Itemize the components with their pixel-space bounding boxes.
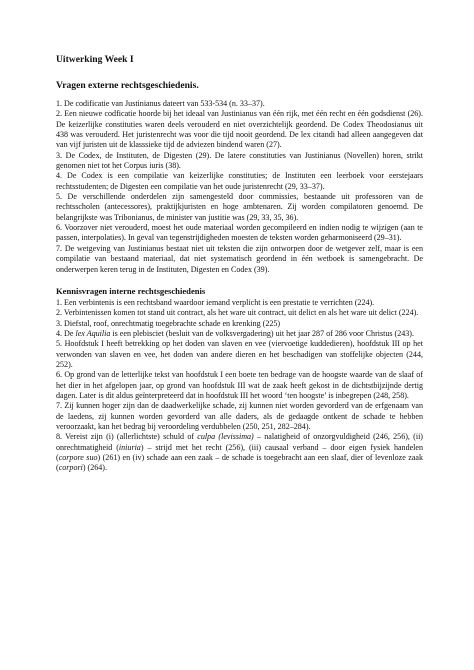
text-run: 1. De codificatie van Justinianus dateert van 533-534 (n. 33–37).: [56, 99, 265, 108]
text-run: 2. Een nieuwe codficatie hoorde bij het ideaal van Justinianus van één rijk, met één recht en één godsdienst (26). De keizerlijke constituties waren deels verouderd en niet overzichtelijk geordend. De Codex Theodosianus uit 438 was verouderd. Het juristenrecht was voor die tijd nooit geordend. De lex citandi had alleen aangegeven dat van vijf juristen uit de klasssieke tijd de adviezen bindend waren (27).: [56, 109, 423, 150]
italic-term: corpori: [58, 463, 83, 473]
question-list: [56, 298, 423, 474]
section-externe-rechtsgeschiedenis: [56, 80, 423, 275]
italic-term: corpore suo: [58, 453, 98, 462]
text-run: 6. Op grond van de letterlijke tekst van hoofdstuk I een boete ten bedrage van de hoogste waarde van de slaaf of het dier in het afgelopen jaar, op grond van hoofdstuk III wat de zaak heeft gekost in de dichtstbijzijnde dertig dagen. Later is dit aldus geïnterpreteerd dat in hoofdstuk III het woord ‘ten hoogste’ is inbegrepen (248, 258).: [56, 370, 423, 400]
text-run: 5. Hoofdstuk I heeft betrekking op het doden van slaven en vee (viervoetige kuddedieren), hoofdstuk III op het verwonden van slaven en vee, het doden van andere dieren en het beschadigen van stoffelijke objecten (244, 252).: [56, 339, 423, 369]
question-answer: [56, 401, 423, 432]
question-answer: [56, 329, 423, 339]
italic-term: lex Aquilia: [75, 328, 111, 338]
text-run: 8. Vereist zijn (i) (allerlichtste) schuld of: [56, 432, 198, 442]
text-run: 4. De Codex is een compilatie van keizerlijke constituties; de Instituten een leerboek voor eerstejaars rechtsstudenten; de Digesten een compilatie van het oude juristenrecht (29, 33–37).: [56, 171, 423, 191]
section-interne-rechtsgeschiedenis: [56, 286, 423, 474]
text-run: 3. Diefstal, roof, onrechtmatig toegebrachte schade en krenking (225): [56, 318, 281, 328]
question-answer: [56, 151, 423, 172]
question-answer: [56, 223, 423, 244]
document-body: [56, 54, 423, 474]
question-answer: [56, 308, 423, 318]
text-run: ) – strijd met het recht (256), (iii) causaal verband – door eigen fysiek handelen (: [56, 442, 424, 462]
question-answer: [56, 171, 423, 192]
question-answer: [56, 99, 423, 109]
question-answer: [56, 298, 423, 308]
text-run: 6. Voorzover niet verouderd, moest het oude materiaal worden gecompileerd en indien nodig te wijzigen (aan te passen, interpolaties). In geval van tegenstrijdigheden moesten de teksten worden geharmoniseerd (29–31).: [56, 223, 423, 243]
question-answer: [56, 339, 423, 370]
text-run: – nalatigheid of onzorgvuldigheid (246, 256), (ii) onrechtmatigheid (: [56, 432, 423, 452]
text-run: ) (261) en (iv) schade aan een zaak – de schade is toegebracht aan een slaaf, dier of levenloze zaak (: [56, 453, 423, 473]
question-answer: [56, 319, 423, 329]
text-run: ) (264).: [82, 463, 107, 473]
question-answer: [56, 370, 423, 401]
question-answer: [56, 109, 423, 150]
text-run: 2. Verbintenissen komen tot stand uit contract, als het ware uit contract, uit delict en als het ware uit delict (224).: [56, 308, 419, 318]
text-run: 4. De: [56, 328, 76, 338]
question-list: [56, 99, 423, 275]
text-run: is een plebisciet (besluit van de volksvergadering) uit het jaar 287 of 286 voor Christus (243).: [110, 328, 414, 338]
text-run: 3. De Codex, de Instituten, de Digesten (29). De latere constituties van Justinianus (Novellen) horen, strikt genomen niet tot het Corpus iuris (38).: [56, 150, 423, 171]
section-heading: Kennisvragen interne rechtsgeschiedenis: [56, 285, 206, 296]
question-answer: [56, 192, 423, 223]
document-title: Uitwerking Week I: [56, 54, 134, 65]
italic-term: iniuria: [118, 442, 141, 452]
question-answer: [56, 244, 423, 275]
italic-term: culpa (levissima): [197, 432, 254, 442]
question-answer: [56, 432, 423, 473]
text-run: 7. De wetgeving van Justinianus bestaat niet uit teksten die zijn ontworpen door de wetgever zelf, maar is een compilatie van bestaand materiaal, dat niet systematisch geordend in één wetboek is samengebracht. De onderwerpen keren terug in de Instituten, Digesten en Codex (39).: [56, 243, 423, 274]
section-heading: Vragen externe rechtsgeschiedenis.: [56, 80, 199, 91]
text-run: 5. De verschillende onderdelen zijn samengesteld door commissies, bestaande uit professoren van de rechtsscholen (antecessores), praktijkjuristen en hoge ambtenaren. Zij worden compilatoren genoemd. De belangrijkste was Tribonianus, de minister van justitie was (29, 33, 35, 36).: [56, 192, 423, 222]
text-run: 7. Zij kunnen hoger zijn dan de daadwerkelijke schade, zij kunnen niet worden gevorderd van de erfgenaam van de laedens, zij kunnen worden gevorderd van alle daders, als de gedaagde ontkent de schade te hebben veroorzaakt, kan het bedrag bij veroordeling verdubbelen (250, 251, 282–284).: [56, 401, 423, 431]
text-run: 1. Een verbintenis is een rechtsband waardoor iemand verplicht is een prestatie te verrichten (224).: [56, 297, 375, 307]
